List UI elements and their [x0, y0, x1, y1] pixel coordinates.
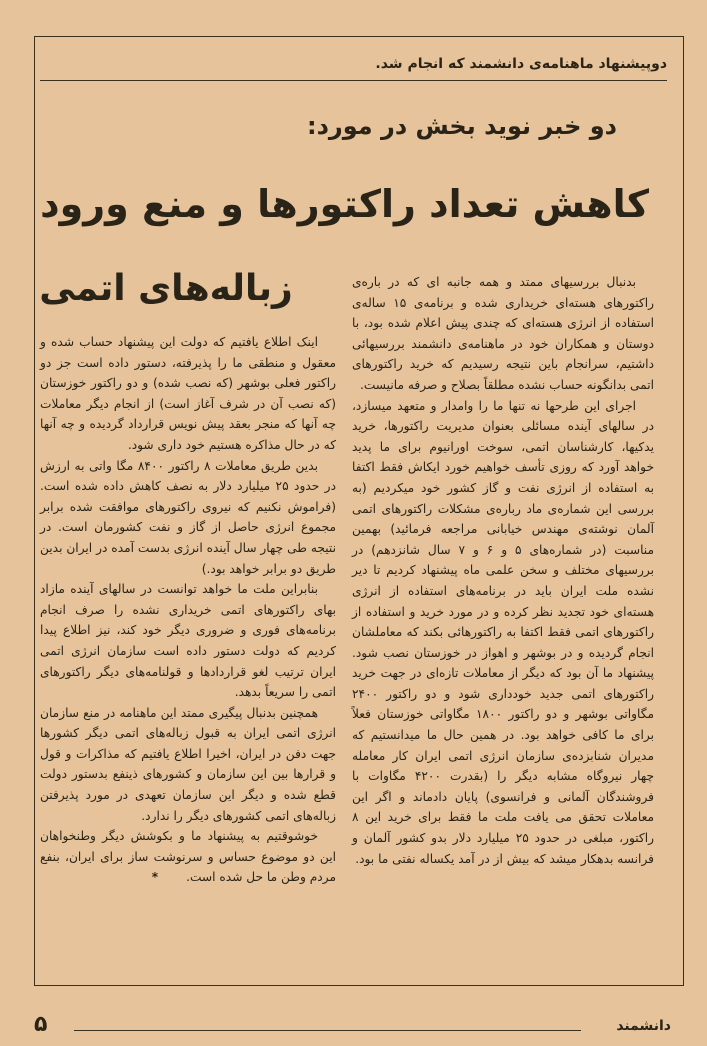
paragraph: بدنبال بررسیهای ممتد و همه جانبه ای که در باره‌ی راکتورهای هسته‌ای خریداری شده و برنامه‌ی ۱۵ ساله‌ی استفاده از انرژی هسته‌ای که چندی پیش اعلام شده بود، با دوستان و همکاران خود در ماهنامه‌ی دانشمند بررسیهائی داشتیم، سرانجام باین نتیجه رسیدیم که خرید راکتورهای اتمی بدانگونه حساب نشده مطلقاً بصلاح و صرفه مانیست. [352, 275, 655, 392]
right-column [352, 272, 654, 869]
page-number: ۵ [34, 1012, 48, 1037]
footer-divider [74, 1030, 581, 1031]
paragraph: همچنین بدنبال پیگیری ممتد این ماهنامه در منع سازمان انرژی اتمی ایران به قبول زباله‌های اتمی دیگر کشورها جهت دفن در ایران، اخیرا اطلاع یافتیم که مذاکرات و قول و قرارها بین این سازمان و کشورهای ذینفع بدستور دولت قطع شده و دیگر این سازمان تعهدی در مورد پذیرفتن زباله‌های اتمی کشورهای دیگر را ندارد. [40, 705, 336, 823]
article-subtitle: دو خبر نوید بخش در مورد: [307, 112, 617, 140]
header-note: دوپیشنهاد ماهنامه‌ی دانشمند که انجام شد. [375, 56, 667, 72]
paragraph: بنابراین ملت ما خواهد توانست در سالهای آینده مازاد بهای راکتورهای اتمی خریداری نشده را صرف انجام برنامه‌های فوری و ضروری دیگر خود کند، نیز اطلاع پیدا کردیم که دولت دستور داده است سازمان انرژی اتمی ایران ترتیب لغو قراردادها و قولنامه‌های دیگر راکتورهای اتمی را سریعاً بدهد. [40, 582, 336, 700]
paragraph [40, 826, 336, 888]
footer-brand: دانشمند [616, 1018, 671, 1034]
paragraph-text: خوشوقتیم به پیشنهاد ما و بکوشش دیگر وطنخواهان این دو موضوع حساس و سرنوشت ساز برای ایران، بنفع مردم وطن ما حل شده است. [40, 829, 336, 885]
article-headline-continued: زباله‌های اتمی [39, 268, 293, 309]
paragraph: اجرای این طرحها نه تنها ما را وامدار و متعهد میسازد، در سالهای آینده مسائلی بعنوان مدیریت راکتورها، خرید یدکیها، کارشناسان اتمی، سوخت اورانیوم برای ما پدید خواهد آورد که روزی تأسف خواهیم خورد ایکاش فقط اکتفا به استفاده از انرژی نفت و گاز کشور خود میکردیم (به بررسی این شماره‌ی ماد رباره‌ی مشکلات راکتورهای اتمی آلمان نوشته‌ی مهندس خیابانی مراجعه فرمائید) بهمین مناسبت (در شماره‌های ۵ و ۶ و ۷ سال شانزدهم) در بررسیهای مختلف و سخن علمی ماه پیشنهاد کردیم تا دیر نشده ملت ایران باید در برنامه‌های استفاده از انرژی هسته‌ای خود تجدید نظر کرده و در مورد خرید و استفاده از راکتورهای اتمی فقط اکتفا به راکتورهائی بکند که معاملشان انجام گردیده و در بوشهر و اهواز در خوزستان نصب شود. پیشنهاد ما آن بود که دیگر از معاملات تازه‌ای در جهت خرید راکتورهای اتمی جدید خودداری شود و دو راکتور ۲۴۰۰ مگاواتی بوشهر و دو راکتور ۱۸۰۰ مگاواتی خوزستان فعلاً برای ما کافی خواهد بود. در همین حال ما میدانستیم که مدیران شنابزده‌ی سازمان انرژی اتمی ایران کار معامله چهار نیروگاه مشابه دیگر را (بقدرت ۴۲۰۰ مگاوات با فروشندگان آلمانی و فرانسوی) پایان دادماند و اگر این معاملات تحقق می یافت ملت ما فقط برای خرید این ۸ راکتور، مبلغی در حدود ۲۵ میلیارد دلار بدو کشور آلمان و فرانسه بدهکار میشد که بیش از در آمد یکساله نفتی ما بود. [352, 398, 655, 866]
end-mark-icon: * [151, 870, 159, 885]
paragraph: اینک اطلاع یافتیم که دولت این پیشنهاد حساب شده و معقول و منطقی ما را پذیرفته، دستور داده است جز دو راکتور فعلی بوشهر (که نصب شده) و دو راکتور خوزستان (که نصب آن در شرف آغاز است) از انجام دیگر معاملات چه آنها که منجر بعقد پیش نویس قرارداد گردیده و چه آنها که در حال مذاکره هستیم خود داری شود. [40, 335, 336, 452]
paragraph: بدین طریق معاملات ۸ راکتور ۸۴۰۰ مگا واتی به ارزش در حدود ۲۵ میلیارد دلار به نصف کاهش داده شده است. (فراموش نکنیم که نیروی راکتورهای موافقت شده برابر مجموع انرژی حاصل از گاز و نفت کشورمان است. در نتیجه طی چهار سال آینده انرژی بدست آمده در ایران بدین طریق دو برابر خواهد بود.) [40, 458, 336, 576]
header-divider [40, 80, 667, 81]
left-column [40, 332, 336, 888]
article-headline: کاهش تعداد راکتورها و منع ورود [40, 182, 649, 226]
